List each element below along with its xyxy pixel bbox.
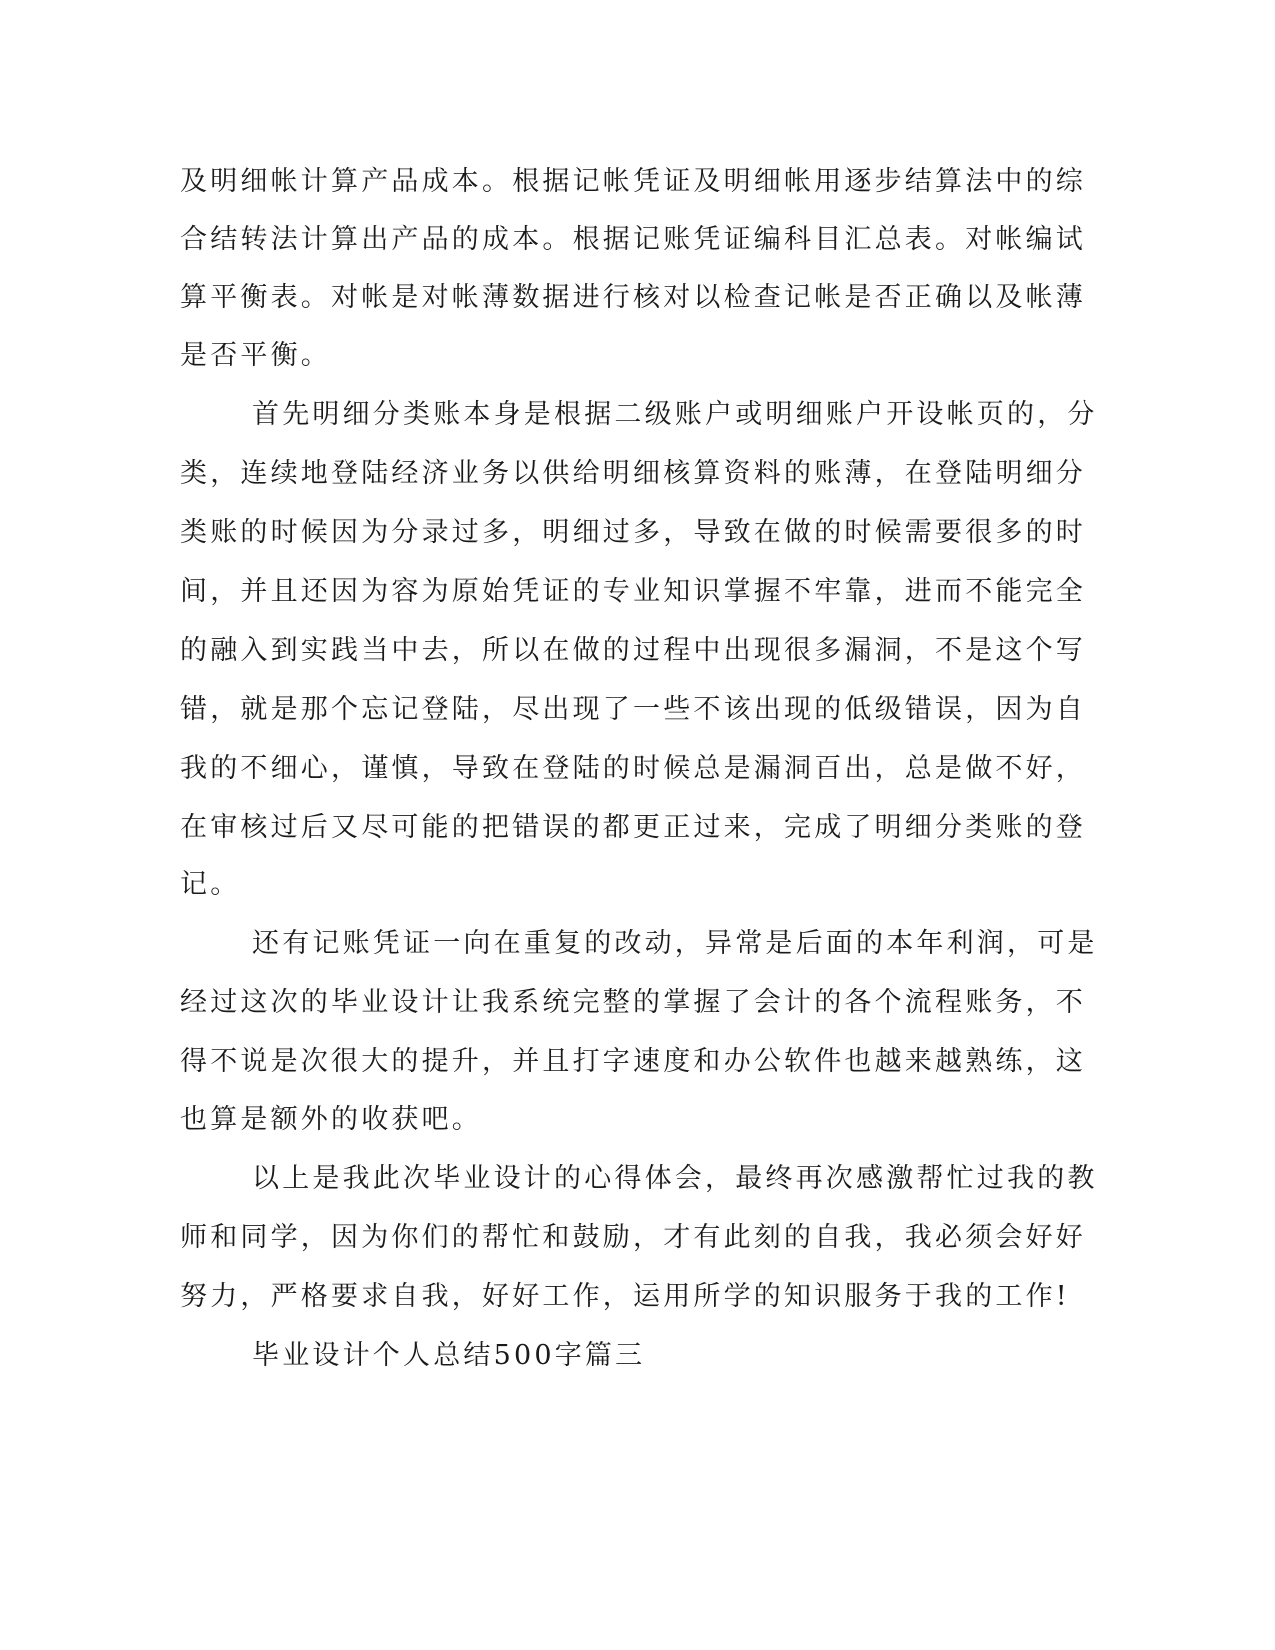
paragraph-4-line-3: 努力，严格要求自我，好好工作，运用所学的知识服务于我的工作! bbox=[180, 1281, 1070, 1312]
paragraph-2-line-2: 类，连续地登陆经济业务以供给明细核算资料的账薄，在登陆明细分 bbox=[180, 458, 1086, 489]
paragraph-3-line-3: 得不说是次很大的提升，并且打字速度和办公软件也越来越熟练，这 bbox=[180, 1046, 1086, 1077]
paragraph-2-line-4: 间，并且还因为容为原始凭证的专业知识掌握不牢靠，进而不能完全 bbox=[180, 576, 1086, 607]
paragraph-1-line-3: 算平衡表。对帐是对帐薄数据进行核对以检查记帐是否正确以及帐薄 bbox=[180, 282, 1086, 313]
paragraph-3-line-1: 还有记账凭证一向在重复的改动，异常是后面的本年利润，可是 bbox=[252, 928, 1098, 959]
paragraph-2-line-8: 在审核过后又尽可能的把错误的都更正过来，完成了明细分类账的登 bbox=[180, 812, 1086, 843]
paragraph-1-line-4: 是否平衡。 bbox=[180, 340, 331, 371]
paragraph-2-line-5: 的融入到实践当中去，所以在做的过程中出现很多漏洞，不是这个写 bbox=[180, 635, 1086, 666]
paragraph-2-line-3: 类账的时候因为分录过多，明细过多，导致在做的时候需要很多的时 bbox=[180, 517, 1086, 548]
paragraph-1-line-2: 合结转法计算出产品的成本。根据记账凭证编科目汇总表。对帐编试 bbox=[180, 224, 1086, 255]
section-heading: 毕业设计个人总结500字篇三 bbox=[252, 1340, 646, 1371]
paragraph-2-line-9: 记。 bbox=[180, 869, 241, 900]
paragraph-4-line-1: 以上是我此次毕业设计的心得体会，最终再次感激帮忙过我的教 bbox=[252, 1163, 1098, 1194]
paragraph-3-line-2: 经过这次的毕业设计让我系统完整的掌握了会计的各个流程账务，不 bbox=[180, 987, 1086, 1018]
paragraph-2-line-6: 错，就是那个忘记登陆，尽出现了一些不该出现的低级错误，因为自 bbox=[180, 694, 1086, 725]
paragraph-2-line-7: 我的不细心，谨慎，导致在登陆的时候总是漏洞百出，总是做不好， bbox=[180, 753, 1086, 784]
paragraph-3-line-4: 也算是额外的收获吧。 bbox=[180, 1104, 482, 1135]
paragraph-1-line-1: 及明细帐计算产品成本。根据记帐凭证及明细帐用逐步结算法中的综 bbox=[180, 166, 1086, 197]
paragraph-2-line-1: 首先明细分类账本身是根据二级账户或明细账户开设帐页的，分 bbox=[252, 399, 1098, 430]
paragraph-4-line-2: 师和同学，因为你们的帮忙和鼓励，才有此刻的自我，我必须会好好 bbox=[180, 1222, 1086, 1253]
